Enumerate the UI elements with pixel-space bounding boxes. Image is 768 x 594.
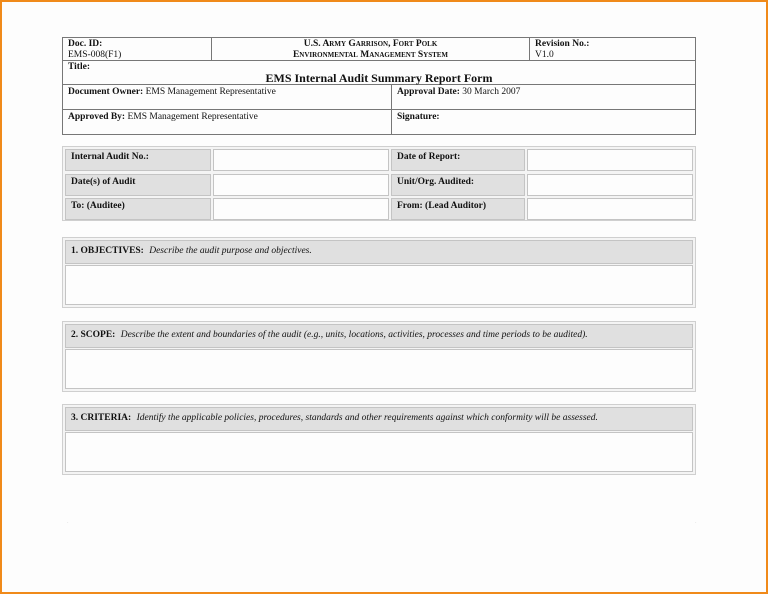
org-line-2: Environmental Management System xyxy=(292,50,449,60)
section-criteria-title: 3. CRITERIA: xyxy=(71,413,132,423)
signature-label: Signature: xyxy=(397,111,440,122)
date-of-report-label: Date of Report: xyxy=(391,149,525,171)
approved-by-label: Approved By: xyxy=(68,111,126,122)
section-scope-field[interactable] xyxy=(65,349,693,389)
signature-cell[interactable] xyxy=(392,110,695,135)
revision-value: V1.0 xyxy=(535,50,554,60)
section-objectives-header xyxy=(65,240,693,264)
approval-date-label: Approval Date: xyxy=(397,87,460,97)
margin-mark-right: · xyxy=(695,521,697,526)
unit-org-audited-field[interactable] xyxy=(527,174,693,196)
approved-by-value: EMS Management Representative xyxy=(127,111,258,122)
header-row-approval xyxy=(63,110,695,135)
doc-id-cell xyxy=(63,38,212,60)
approval-date-cell xyxy=(392,85,695,109)
section-objectives-title: 1. OBJECTIVES: xyxy=(71,246,144,256)
revision-cell xyxy=(530,38,695,60)
doc-id-value: EMS-008(F1) xyxy=(68,50,122,60)
to-auditee-field[interactable] xyxy=(213,198,389,220)
internal-audit-no-label: Internal Audit No.: xyxy=(65,149,211,171)
section-criteria xyxy=(62,404,696,475)
approved-by-cell xyxy=(63,110,392,135)
organization-cell xyxy=(212,38,530,60)
section-criteria-header xyxy=(65,407,693,431)
form-title: EMS Internal Audit Summary Report Form xyxy=(265,71,493,85)
document-owner-label: Document Owner: xyxy=(68,87,144,97)
to-auditee-label: To: (Auditee) xyxy=(65,198,211,220)
internal-audit-no-field[interactable] xyxy=(213,149,389,171)
info-row-parties xyxy=(64,197,694,221)
org-line-1: U.S. Army Garrison, Fort Polk xyxy=(303,39,438,49)
document-owner-cell xyxy=(63,85,392,109)
section-objectives-description: Describe the audit purpose and objectives. xyxy=(149,246,312,256)
margin-mark-left: · xyxy=(67,521,69,526)
header-row-ids xyxy=(63,38,695,61)
dates-of-audit-field[interactable] xyxy=(213,174,389,196)
approval-date-value: 30 March 2007 xyxy=(462,87,521,97)
from-lead-auditor-label: From: (Lead Auditor) xyxy=(391,198,525,220)
document-owner-value: EMS Management Representative xyxy=(145,87,276,97)
dates-of-audit-label: Date(s) of Audit xyxy=(65,174,211,196)
from-lead-auditor-field[interactable] xyxy=(527,198,693,220)
section-criteria-field[interactable] xyxy=(65,432,693,472)
doc-id-label: Doc. ID: xyxy=(68,39,103,49)
title-label: Title: xyxy=(68,62,90,72)
section-objectives xyxy=(62,237,696,308)
section-scope-description: Describe the extent and boundaries of the audit (e.g., units, locations, activities, processes and time periods to be audited). xyxy=(120,330,588,340)
section-scope-title: 2. SCOPE: xyxy=(71,330,116,340)
header-row-owner xyxy=(63,85,695,110)
audit-info-table xyxy=(62,146,696,221)
info-row-audit-dates xyxy=(64,173,694,197)
header-row-title xyxy=(63,61,695,85)
section-objectives-field[interactable] xyxy=(65,265,693,305)
section-scope-header xyxy=(65,324,693,348)
document-header-table xyxy=(62,37,696,135)
section-scope xyxy=(62,321,696,392)
unit-org-audited-label: Unit/Org. Audited: xyxy=(391,174,525,196)
revision-label: Revision No.: xyxy=(535,39,590,49)
info-row-audit-no xyxy=(64,148,694,172)
section-criteria-description: Identify the applicable policies, procedures, standards and other requirements against which conformity will be assessed. xyxy=(136,413,598,423)
date-of-report-field[interactable] xyxy=(527,149,693,171)
